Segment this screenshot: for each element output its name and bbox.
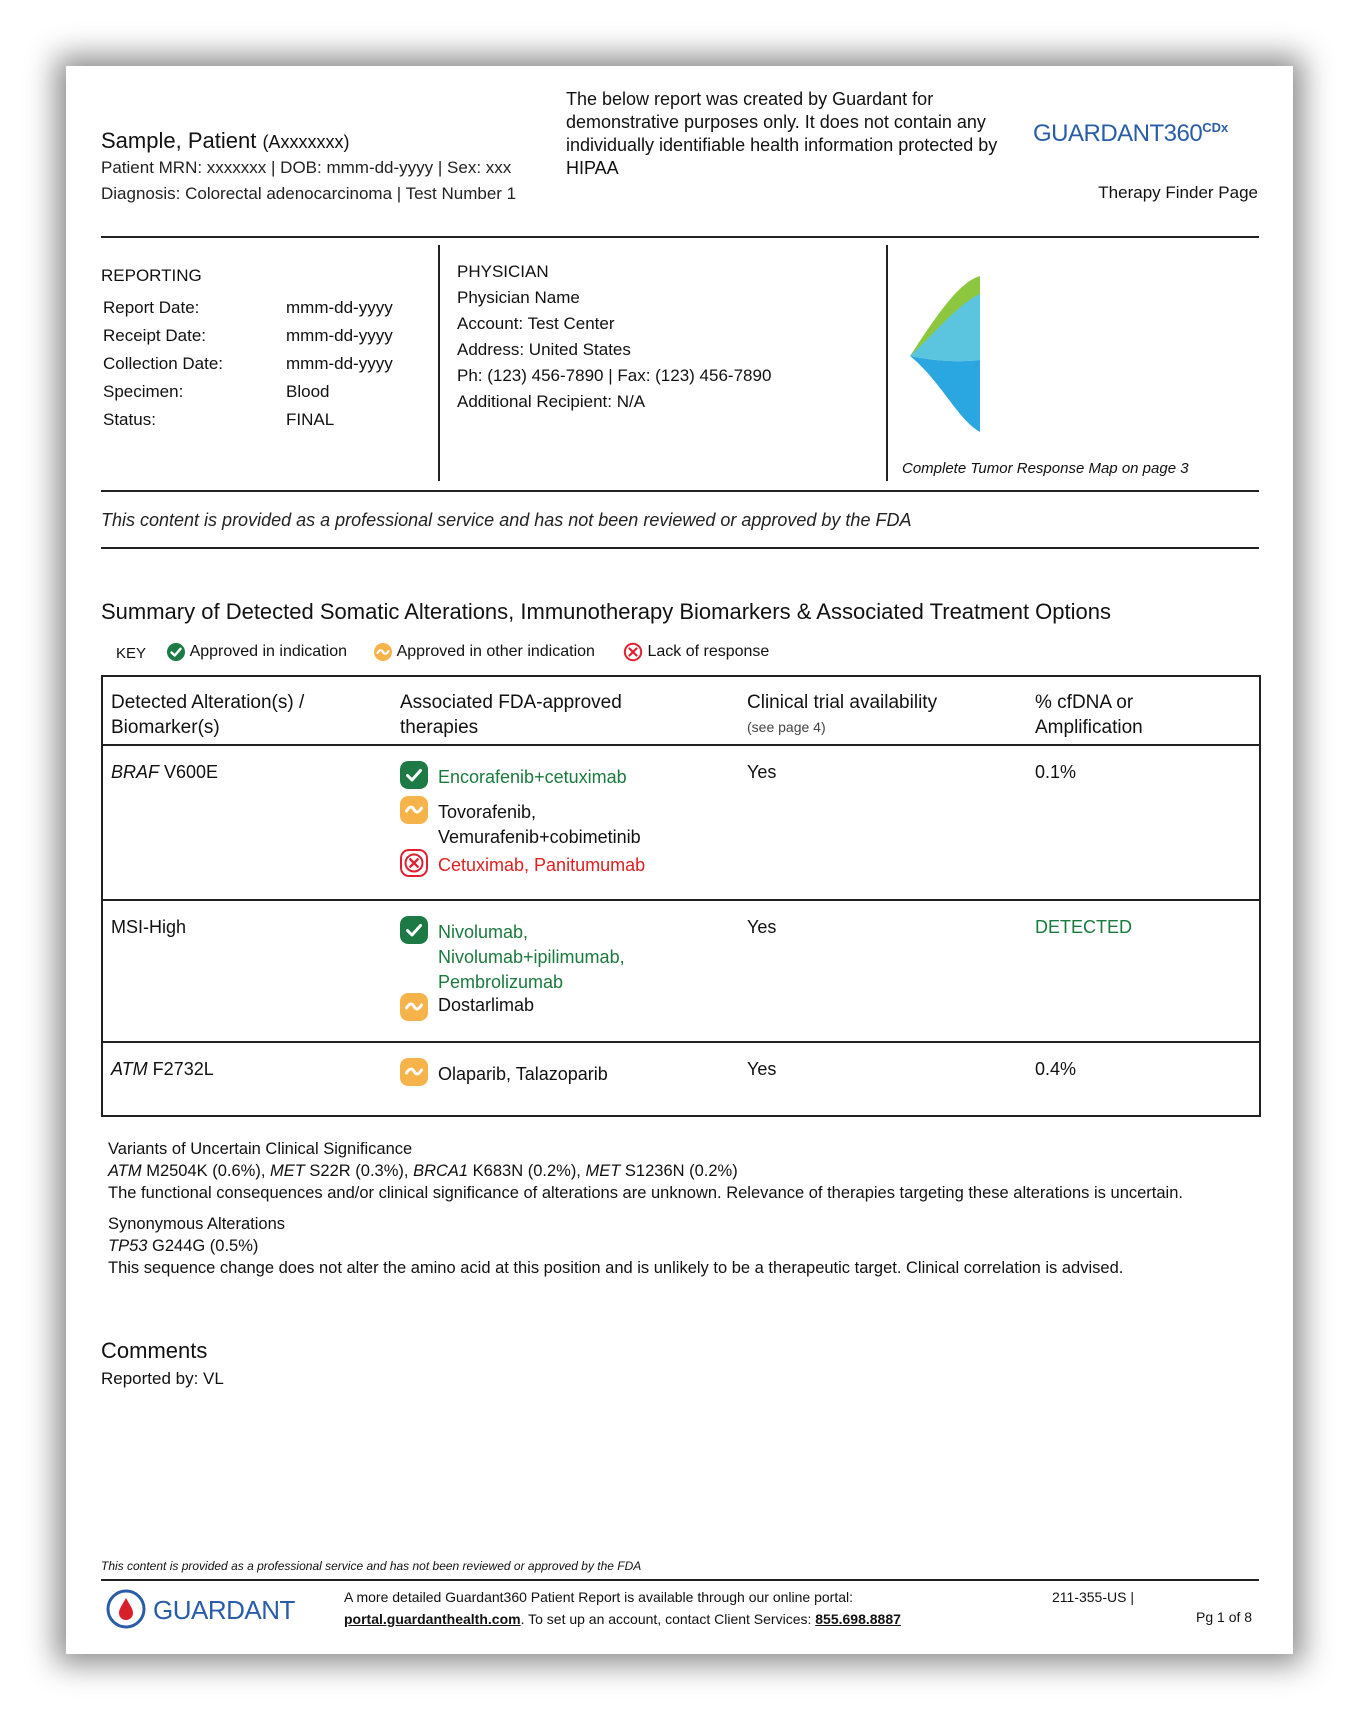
key-other-label: Approved in other indication	[396, 643, 595, 661]
header-divider	[101, 236, 1259, 238]
footer-contact-text: . To set up an account, contact Client Services:	[520, 1611, 816, 1627]
header-alteration: Detected Alteration(s) / Biomarker(s)	[111, 692, 305, 738]
guardant360-logo	[1033, 120, 1228, 148]
braf-trials: Yes	[747, 762, 777, 782]
row-divider	[103, 899, 1259, 901]
reporting-bottom-divider	[101, 490, 1259, 492]
key-other	[373, 642, 595, 662]
key-lack-label: Lack of response	[647, 643, 770, 661]
msi-trials: Yes	[747, 917, 777, 937]
check-icon	[166, 642, 186, 662]
header-trials	[747, 690, 987, 740]
therapy-other-text: Olaparib, Talazoparib	[438, 1064, 608, 1084]
atm-cfdna: 0.4%	[1035, 1059, 1077, 1079]
patient-mrn-line: Patient MRN: xxxxxxx | DOB: mmm-dd-yyyy | Sex: xxx	[101, 158, 512, 177]
synonymous-gene: TP53	[108, 1237, 148, 1255]
header-trials-sub: (see page 4)	[747, 719, 826, 735]
therapy-approved-text-3: Pembrolizumab	[438, 972, 564, 992]
additional-recipient: Additional Recipient: N/A	[457, 392, 646, 411]
tilde-icon	[373, 642, 393, 662]
guardant-logo-text: GUARDANT	[153, 1595, 295, 1625]
physician-divider	[886, 245, 888, 481]
braf-cfdna: 0.1%	[1035, 762, 1077, 782]
page-label: Therapy Finder Page	[1098, 183, 1258, 202]
fda-notice-divider	[101, 547, 1259, 549]
tilde-icon	[400, 1058, 428, 1086]
portal-link[interactable]: portal.guardanthealth.com	[344, 1611, 521, 1627]
vus-gene: MET	[270, 1162, 305, 1180]
collection-date-label: Collection Date:	[103, 354, 224, 373]
receipt-date-value: mmm-dd-yyyy	[286, 326, 393, 345]
x-circle-icon	[623, 642, 643, 662]
status-label: Status:	[103, 410, 156, 429]
physician-name: Physician Name	[457, 288, 580, 307]
vus-title: Variants of Uncertain Clinical Significance	[108, 1140, 413, 1158]
alterations-table	[101, 675, 1261, 1117]
therapy-other-text-2: Vemurafenib+cobimetinib	[438, 827, 641, 847]
check-icon	[400, 916, 428, 944]
demo-disclaimer: The below report was created by Guardant for demonstrative purposes only. It does not contain any individually identifiable health information protected by HIPAA	[566, 89, 998, 178]
summary-title: Summary of Detected Somatic Alterations, Immunotherapy Biomarkers & Associated Treatment Options	[101, 599, 1111, 624]
therapy-other	[400, 796, 700, 850]
guardant360-logo-text: GUARDANT360	[1033, 120, 1203, 147]
therapy-lack	[400, 849, 700, 877]
vus-variant: S1236N (0.2%)	[620, 1162, 738, 1180]
patient-name-text: Sample, Patient	[101, 128, 257, 153]
therapy-approved-text-1: Nivolumab,	[438, 922, 529, 942]
document-code: 211-355-US |	[1052, 1589, 1134, 1605]
fda-notice: This content is provided as a professional service and has not been reviewed or approved by the FDA	[101, 510, 912, 530]
tumor-map-blue-band	[910, 356, 980, 432]
synonymous-note: This sequence change does not alter the amino acid at this position and is unlikely to be a therapeutic target. Clinical correlation is advised.	[108, 1259, 1124, 1277]
diagnosis-line: Diagnosis: Colorectal adenocarcinoma | Test Number 1	[101, 184, 517, 203]
footer-contact-line	[344, 1611, 901, 1627]
vus-variant: K683N (0.2%),	[468, 1162, 586, 1180]
therapy-other-text-1: Tovorafenib,	[438, 802, 537, 822]
client-services-phone[interactable]: 855.698.8887	[815, 1611, 901, 1627]
reporting-title: REPORTING	[101, 266, 202, 285]
vus-note: The functional consequences and/or clinical significance of alterations are unknown. Relevance of therapies targeting these alterations is uncertain.	[108, 1184, 1183, 1202]
patient-code: (Axxxxxxx)	[262, 132, 350, 152]
specimen-label: Specimen:	[103, 382, 184, 401]
collection-date-value: mmm-dd-yyyy	[286, 354, 393, 373]
tumor-map-cyan-band	[910, 294, 980, 361]
key-approved	[166, 642, 347, 662]
tumor-response-map	[900, 270, 990, 438]
header-trials-label: Clinical trial availability	[747, 692, 938, 713]
report-date-label: Report Date:	[103, 298, 200, 317]
variant-name: V600E	[159, 762, 219, 782]
header-therapies: Associated FDA-approved therapies	[400, 692, 622, 738]
vus-gene: MET	[585, 1162, 621, 1180]
table-row-braf-alteration	[111, 762, 218, 783]
therapy-approved-text: Encorafenib+cetuximab	[438, 767, 627, 787]
vus-list	[108, 1162, 738, 1181]
vus-gene: ATM	[108, 1162, 142, 1180]
footer-divider	[101, 1579, 1259, 1581]
receipt-date-label: Receipt Date:	[103, 326, 206, 345]
reporting-divider	[438, 245, 440, 481]
table-row-msi-biomarker: MSI-High	[111, 917, 187, 937]
synonymous-title: Synonymous Alterations	[108, 1215, 286, 1233]
check-icon	[400, 761, 428, 789]
synonymous-item	[108, 1237, 258, 1256]
therapy-other-text: Dostarlimab	[438, 995, 535, 1015]
therapy-approved-text-2: Nivolumab+ipilimumab,	[438, 947, 625, 967]
tumor-map-caption: Complete Tumor Response Map on page 3	[902, 460, 1189, 477]
key-label: KEY	[116, 645, 147, 662]
synonymous-variant: G244G (0.5%)	[147, 1237, 259, 1255]
page-number: Pg 1 of 8	[1196, 1609, 1253, 1625]
therapy-other	[400, 993, 700, 1021]
physician-title: PHYSICIAN	[457, 262, 549, 281]
therapy-approved	[400, 761, 700, 789]
atm-trials: Yes	[747, 1059, 777, 1079]
guardant360-logo-suffix: CDx	[1202, 120, 1229, 135]
tilde-icon	[400, 993, 428, 1021]
footer-fda-notice: This content is provided as a professional service and has not been reviewed or approved by the FDA	[101, 1559, 642, 1573]
row-divider	[103, 1041, 1259, 1043]
gene-name: ATM	[111, 1059, 148, 1079]
header-row-divider	[103, 744, 1259, 746]
key-approved-label: Approved in indication	[189, 643, 347, 661]
physician-phone: Ph: (123) 456-7890 | Fax: (123) 456-7890	[457, 366, 772, 385]
vus-gene: BRCA1	[413, 1162, 469, 1180]
tilde-icon	[400, 796, 428, 824]
gene-name: BRAF	[111, 762, 160, 782]
physician-account: Account: Test Center	[457, 314, 615, 333]
vus-variant: M2504K (0.6%),	[141, 1162, 270, 1180]
comments-title: Comments	[101, 1338, 208, 1363]
therapy-approved	[400, 916, 700, 994]
reported-by: Reported by: VL	[101, 1369, 224, 1388]
blood-drop-icon	[106, 1589, 146, 1629]
status-value: FINAL	[286, 410, 335, 429]
variant-name: F2732L	[147, 1059, 214, 1079]
msi-status: DETECTED	[1035, 917, 1133, 937]
specimen-value: Blood	[286, 382, 330, 401]
therapy-lack-text: Cetuximab, Panitumumab	[438, 855, 646, 875]
key-lack	[623, 642, 769, 662]
report-date-value: mmm-dd-yyyy	[286, 298, 393, 317]
vus-variant: S22R (0.3%),	[304, 1162, 414, 1180]
therapy-other	[400, 1058, 700, 1086]
x-circle-icon	[400, 849, 428, 877]
table-row-atm-alteration	[111, 1059, 214, 1080]
physician-address: Address: United States	[457, 340, 631, 359]
footer-portal-info: A more detailed Guardant360 Patient Report is available through our online portal:	[344, 1589, 853, 1605]
header-cfdna: % cfDNA or Amplification	[1035, 692, 1143, 738]
patient-name	[101, 128, 349, 154]
